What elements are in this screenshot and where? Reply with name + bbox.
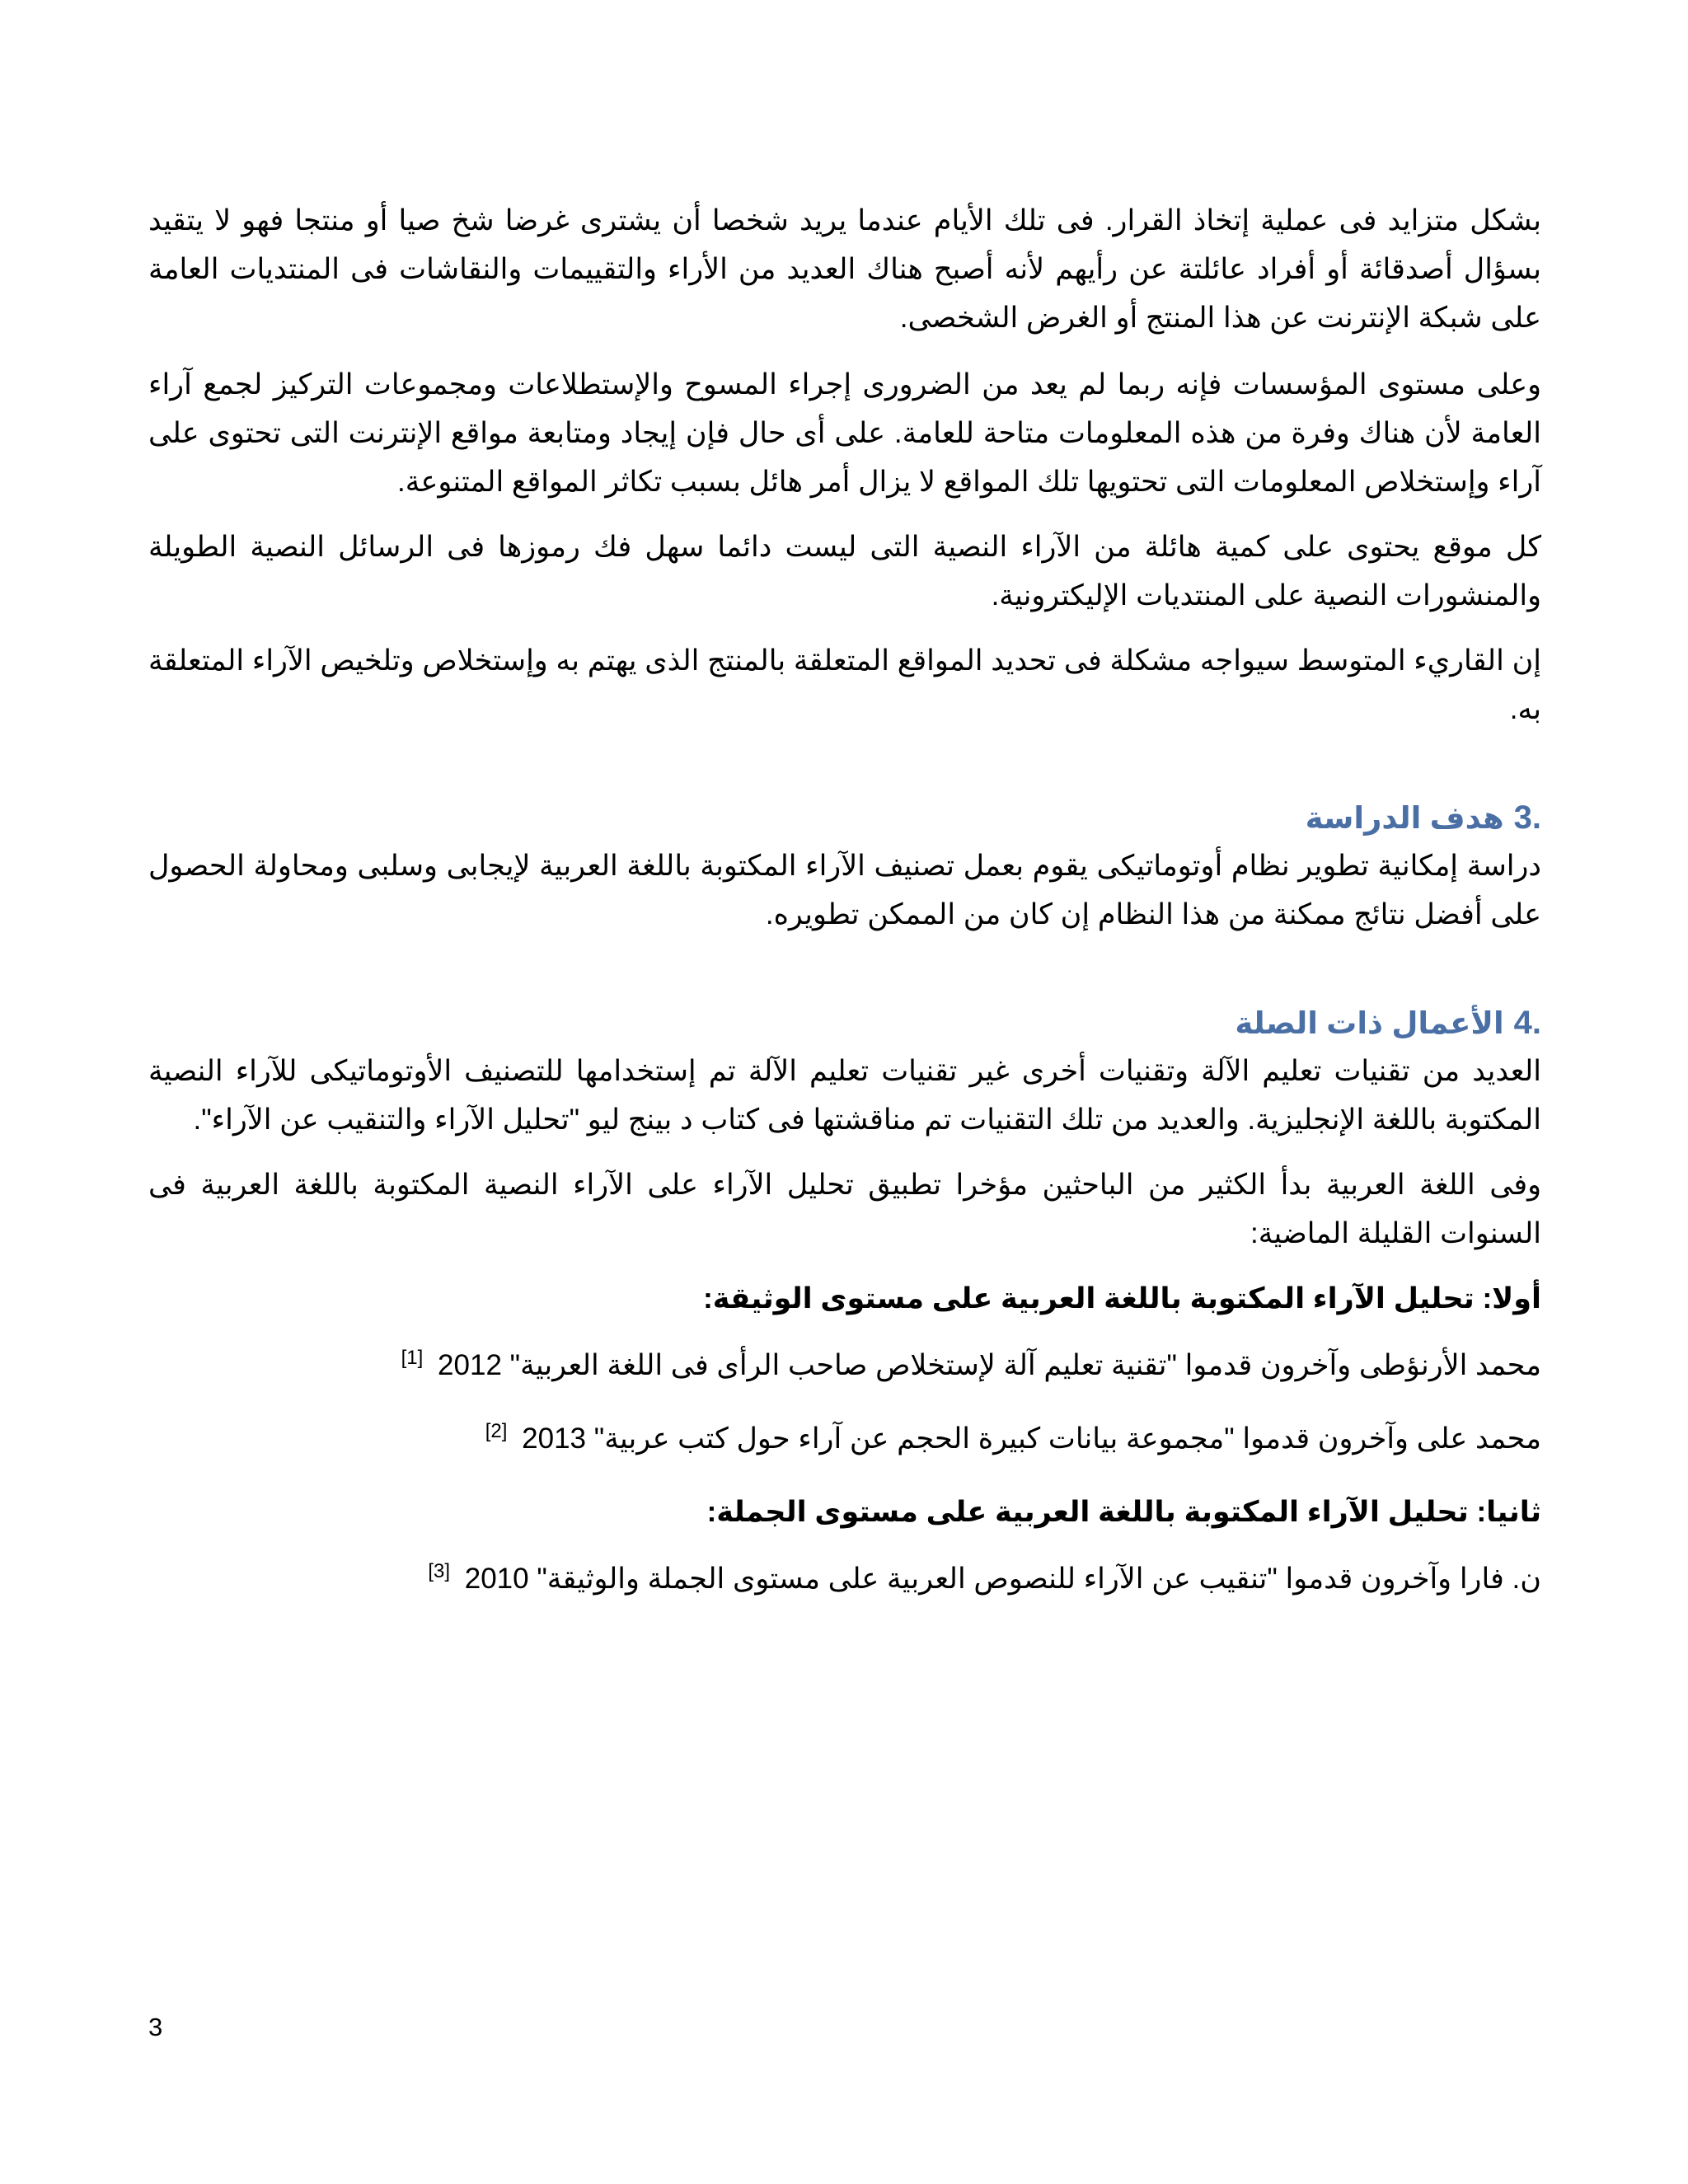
reference-text: ن. فارا وآخرون قدموا "تنقيب عن الآراء للنصوص العربية على مستوى الجملة والوثيقة" xyxy=(537,1563,1541,1595)
section-3-body: دراسة إمكانية تطوير نظام أوتوماتيكى يقوم بعمل تصنيف الآراء المكتوبة باللغة العربية لإيجابى وسلبى ومحاولة الحصول على أفضل نتائج ممكنة من هذا النظام إن كان من الممكن تطويره. xyxy=(148,850,1541,930)
reference-item-3 xyxy=(148,1554,1541,1603)
paragraph-websites: كل موقع يحتوى على كمية هائلة من الآراء النصية التى ليست دائما سهل فك رموزها فى الرسائل النصية الطويلة والمنشورات النصية على المنتديات الإليكترونية. xyxy=(148,531,1541,612)
reference-year: 2013 xyxy=(522,1422,587,1455)
section-3-heading xyxy=(148,794,1541,841)
page-number: 3 xyxy=(148,2013,163,2041)
reference-year: 2012 xyxy=(438,1349,502,1381)
reference-year: 2010 xyxy=(464,1563,529,1595)
section-4-paragraph-english-techniques: العديد من تقنيات تعليم الآلة وتقنيات أخرى غير تقنيات تعليم الآلة تم إستخدامها للتصنيف الأوتوماتيكى للآراء النصية المكتوبة باللغة الإنجليزية. والعديد من تلك التقنيات تم مناقشتها فى كتاب د بينج ليو "تحليل الآراء والتنقيب عن الآراء". xyxy=(148,1055,1541,1136)
paragraph-average-reader: إن القاريء المتوسط سيواجه مشكلة فى تحديد المواقع المتعلقة بالمنتج الذى يهتم به وإستخلاص وتلخيص الآراء المتعلقة به. xyxy=(148,644,1541,725)
reference-text: محمد الأرنؤطى وآخرون قدموا "تقنية تعليم آلة لإستخلاص صاحب الرأى فى اللغة العربية" xyxy=(509,1349,1541,1381)
citation-marker: [3] xyxy=(428,1560,451,1583)
section-3-title: هدف الدراسة xyxy=(1305,801,1504,835)
section-3-number: 3. xyxy=(1513,799,1541,836)
subheading-sentence-level: ثانيا: تحليل الآراء المكتوبة باللغة العربية على مستوى الجملة: xyxy=(706,1496,1541,1528)
section-4-heading xyxy=(148,1000,1541,1047)
citation-marker: [2] xyxy=(485,1420,508,1443)
section-4-number: 4. xyxy=(1513,1005,1541,1041)
paragraph-decision-making: بشكل متزايد فى عملية إتخاذ القرار. فى تلك الأيام عندما يريد شخصا أن يشترى غرضا شخ صيا أو منتجا فهو لا يتقيد بسؤال أصدقائة أو أفراد عائلتة عن رأيهم لأنه أصبح هناك العديد من الأراء والتقييمات والنقاشات فى المنتديات العامة على شبكة الإنترنت عن هذا المنتج أو الغرض الشخصى. xyxy=(148,204,1541,334)
citation-marker: [1] xyxy=(401,1347,424,1370)
section-4-paragraph-arabic-research: وفى اللغة العربية بدأ الكثير من الباحثين مؤخرا تطبيق تحليل الآراء على الآراء النصية المكتوبة باللغة العربية فى السنوات القليلة الماضية: xyxy=(148,1169,1541,1249)
reference-text: محمد على وآخرون قدموا "مجموعة بيانات كبيرة الحجم عن آراء حول كتب عربية" xyxy=(593,1422,1541,1455)
section-4-title: الأعمال ذات الصلة xyxy=(1235,1006,1504,1040)
page-content xyxy=(148,196,1541,1628)
reference-item-2 xyxy=(148,1414,1541,1463)
paragraph-institutions: وعلى مستوى المؤسسات فإنه ربما لم يعد من الضرورى إجراء المسوح والإستطلاعات ومجموعات التركيز لجمع آراء العامة لأن هناك وفرة من هذه المعلومات متاحة للعامة. على أى حال فإن إيجاد ومتابعة مواقع الإنترنت التى تحتوى على آراء وإستخلاص المعلومات التى تحتويها تلك المواقع لا يزال أمر هائل بسبب تكاثر المواقع المتنوعة. xyxy=(148,368,1541,498)
reference-item-1 xyxy=(148,1341,1541,1390)
subheading-document-level: أولا: تحليل الآراء المكتوبة باللغة العربية على مستوى الوثيقة: xyxy=(703,1282,1541,1315)
